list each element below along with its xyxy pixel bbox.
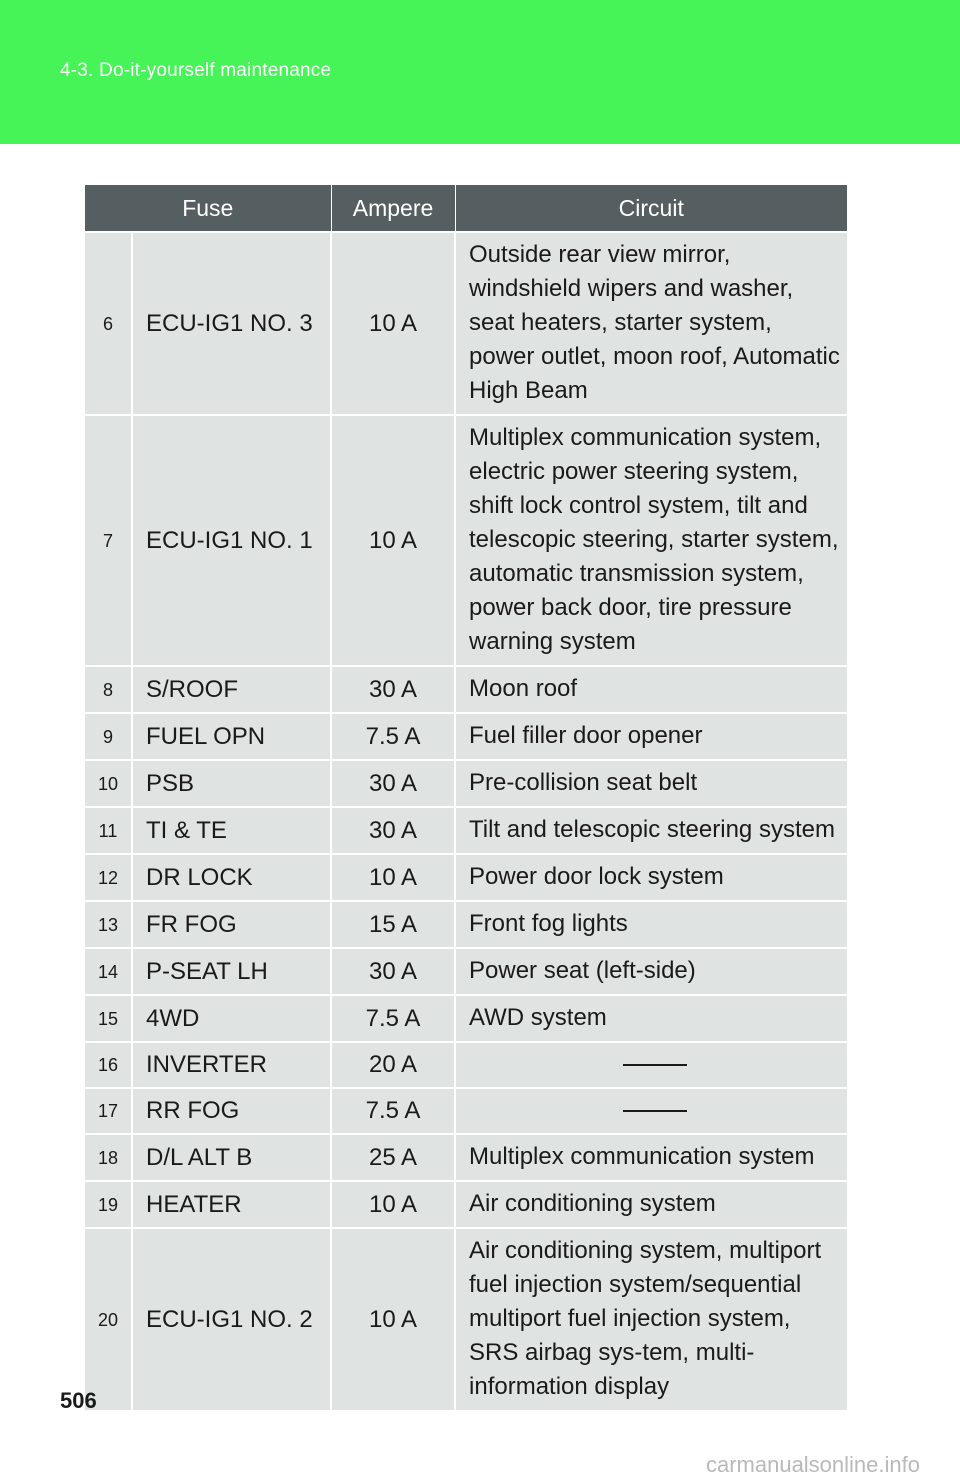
header-ampere: Ampere	[331, 185, 455, 232]
fuse-number: 12	[85, 854, 132, 901]
table-row	[85, 1228, 847, 1410]
fuse-circuit: Outside rear view mirror, windshield wipers and washer, seat heaters, starter system, power outlet, moon roof, Automatic High Beam	[455, 232, 847, 415]
fuse-number: 11	[85, 807, 132, 854]
fuse-circuit: Front fog lights	[455, 901, 847, 948]
table-row	[85, 666, 847, 713]
fuse-circuit	[455, 1042, 847, 1088]
fuse-name: RR FOG	[132, 1088, 331, 1134]
fuse-ampere: 15 A	[331, 901, 455, 948]
fuse-number: 15	[85, 995, 132, 1042]
fuse-number: 18	[85, 1134, 132, 1181]
page-number: 506	[60, 1388, 97, 1413]
fuse-circuit: Pre-collision seat belt	[455, 760, 847, 807]
fuse-number: 8	[85, 666, 132, 713]
section-title: 4-3. Do-it-yourself maintenance	[60, 60, 332, 81]
table-row	[85, 948, 847, 995]
fuse-ampere: 10 A	[331, 1228, 455, 1410]
fuse-circuit: Air conditioning system	[455, 1181, 847, 1228]
fuse-ampere: 10 A	[331, 854, 455, 901]
fuse-ampere: 10 A	[331, 232, 455, 415]
no-circuit-dash	[623, 1064, 687, 1066]
fuse-name: S/ROOF	[132, 666, 331, 713]
fuse-circuit: Air conditioning system, multiport fuel injection system/sequential multiport fuel injection system, SRS airbag sys-tem, multi-information display	[455, 1228, 847, 1410]
fuse-ampere: 25 A	[331, 1134, 455, 1181]
fuse-name: FR FOG	[132, 901, 331, 948]
fuse-name: ECU-IG1 NO. 3	[132, 232, 331, 415]
fuse-circuit	[455, 1088, 847, 1134]
fuse-ampere: 10 A	[331, 415, 455, 666]
fuse-name: ECU-IG1 NO. 1	[132, 415, 331, 666]
table-header-row	[85, 185, 847, 232]
table-row	[85, 901, 847, 948]
fuse-name: DR LOCK	[132, 854, 331, 901]
fuse-ampere: 7.5 A	[331, 995, 455, 1042]
header-fuse: Fuse	[85, 185, 331, 232]
watermark: carmanualsonline.info	[705, 1452, 920, 1477]
fuse-number: 10	[85, 760, 132, 807]
fuse-name: TI & TE	[132, 807, 331, 854]
fuse-ampere: 30 A	[331, 760, 455, 807]
fuse-ampere: 7.5 A	[331, 1088, 455, 1134]
fuse-name: D/L ALT B	[132, 1134, 331, 1181]
table-row	[85, 713, 847, 760]
header-band	[0, 0, 960, 144]
fuse-name: INVERTER	[132, 1042, 331, 1088]
fuse-circuit: Power seat (left-side)	[455, 948, 847, 995]
fuse-number: 13	[85, 901, 132, 948]
no-circuit-dash	[623, 1110, 687, 1112]
fuse-name: FUEL OPN	[132, 713, 331, 760]
table-row	[85, 760, 847, 807]
fuse-circuit: Moon roof	[455, 666, 847, 713]
fuse-number: 20	[85, 1228, 132, 1410]
fuse-number: 17	[85, 1088, 132, 1134]
table-row	[85, 232, 847, 415]
fuse-name: P-SEAT LH	[132, 948, 331, 995]
table-row	[85, 1042, 847, 1088]
fuse-circuit: Tilt and telescopic steering system	[455, 807, 847, 854]
fuse-circuit: Multiplex communication system	[455, 1134, 847, 1181]
fuse-number: 6	[85, 232, 132, 415]
fuse-ampere: 30 A	[331, 666, 455, 713]
fuse-number: 16	[85, 1042, 132, 1088]
fuse-number: 9	[85, 713, 132, 760]
fuse-name: HEATER	[132, 1181, 331, 1228]
fuse-number: 14	[85, 948, 132, 995]
fuse-table	[85, 185, 847, 1410]
table-row	[85, 1088, 847, 1134]
header-circuit: Circuit	[455, 185, 847, 232]
fuse-name: 4WD	[132, 995, 331, 1042]
table-row	[85, 1181, 847, 1228]
fuse-number: 19	[85, 1181, 132, 1228]
table-row	[85, 415, 847, 666]
fuse-number: 7	[85, 415, 132, 666]
fuse-name: ECU-IG1 NO. 2	[132, 1228, 331, 1410]
table-row	[85, 807, 847, 854]
fuse-circuit: Fuel filler door opener	[455, 713, 847, 760]
fuse-ampere: 30 A	[331, 948, 455, 995]
table-row	[85, 1134, 847, 1181]
fuse-circuit: Multiplex communication system, electric power steering system, shift lock control system, tilt and telescopic steering, starter system, automatic transmission system, power back door, tire pressure warning system	[455, 415, 847, 666]
fuse-ampere: 7.5 A	[331, 713, 455, 760]
table-row	[85, 995, 847, 1042]
fuse-ampere: 10 A	[331, 1181, 455, 1228]
fuse-circuit: Power door lock system	[455, 854, 847, 901]
fuse-ampere: 30 A	[331, 807, 455, 854]
fuse-circuit: AWD system	[455, 995, 847, 1042]
fuse-name: PSB	[132, 760, 331, 807]
fuse-ampere: 20 A	[331, 1042, 455, 1088]
table-row	[85, 854, 847, 901]
